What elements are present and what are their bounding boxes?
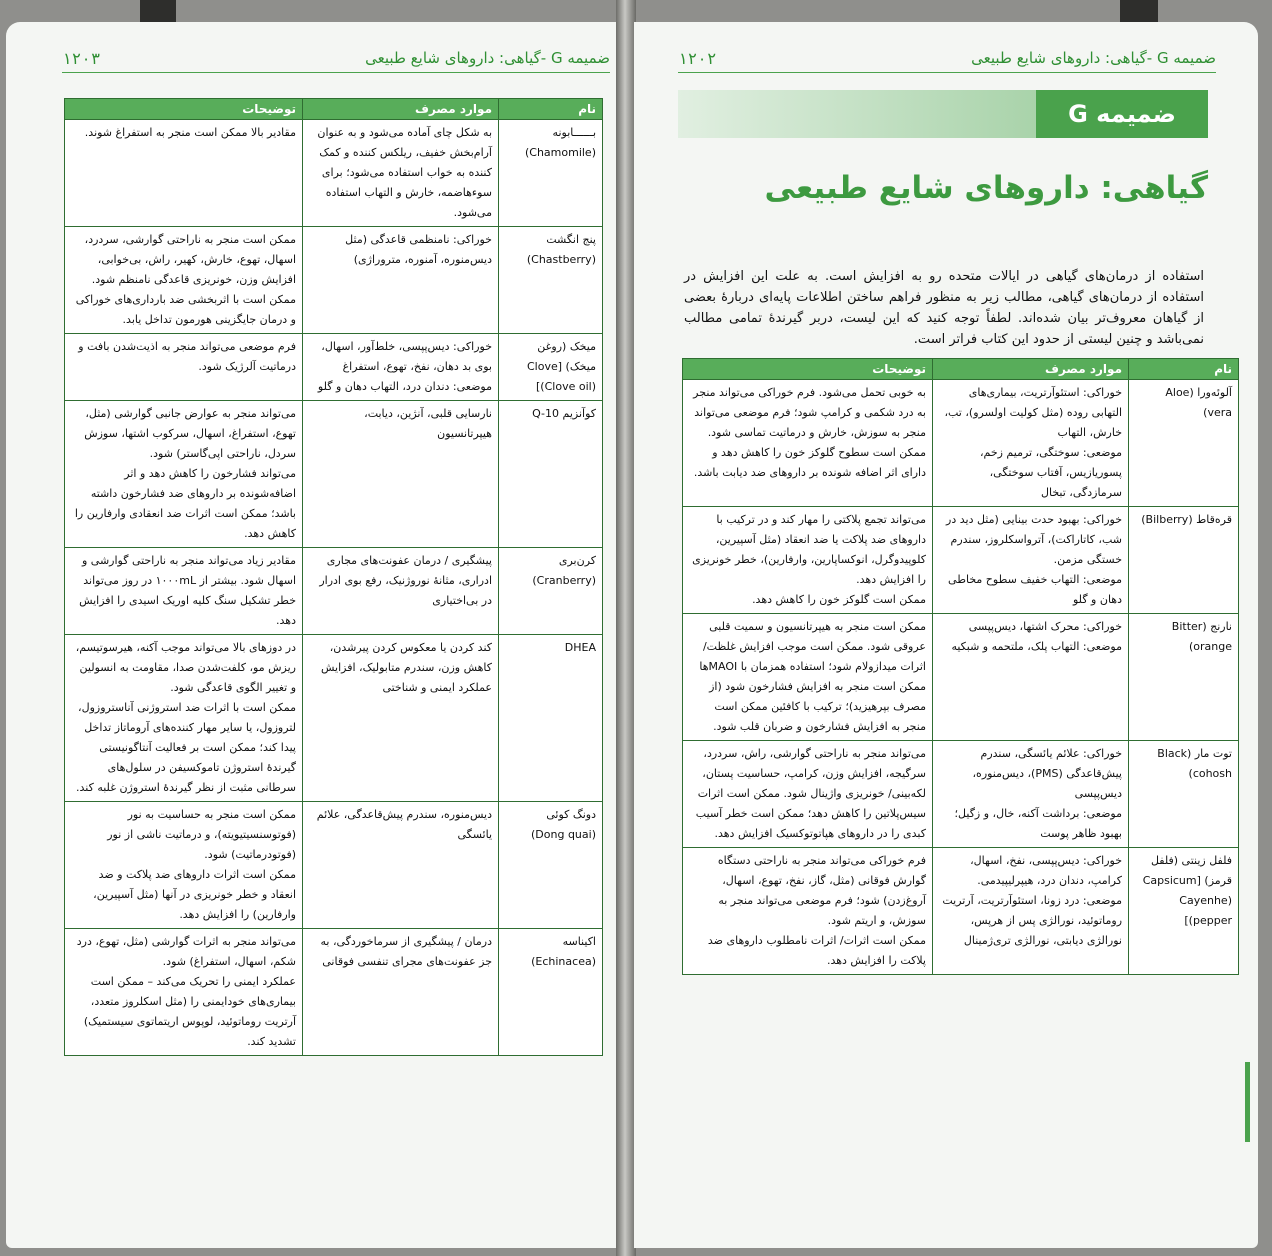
herb-notes: مقادیر زیاد می‌تواند منجر به ناراحتی گوارشی و اسهال شود. بیشتر از ۱۰۰۰mL در روز می‌تواند خطر تشکیل سنگ کلیه اوریک اسیدی را افزایش دهد. — [65, 548, 303, 635]
table-row — [683, 380, 1239, 507]
column-header-notes: توضیحات — [65, 99, 303, 120]
herb-notes: فرم موضعی می‌تواند منجر به اذیت‌شدن بافت و درماتیت آلرژیک شود. — [65, 334, 303, 401]
table-row — [65, 120, 603, 227]
herb-notes: می‌تواند منجر به ناراحتی گوارشی، راش، سردرد، سرگیجه، افزایش وزن، کرامپ، حساسیت پستان، لکه‌بینی/ خونریزی واژینال شود. ممکن است اثرات سیس‌پلاتین را کاهش دهد؛ ممکن است خطر آسیب کبدی را در داروهای هپاتوتوکسیک افزایش دهد. — [683, 741, 933, 848]
column-header-uses: موارد مصرف — [933, 359, 1129, 380]
column-header-name: نام — [499, 99, 603, 120]
herb-notes: ممکن است منجر به هیپرتانسیون و سمیت قلبی عروقی شود. ممکن است موجب افزایش غلظت/ اثرات میدازولام شود؛ استفاده همزمان با MAOIها ممکن است منجر به افزایش فشارخون شود (از مصرف بپرهیزید)؛ ترکیب با کافئین ممکن است منجر به افزایش فشارخون و ضربان قلب شود. — [683, 614, 933, 741]
page-number: ۱۲۰۳ — [62, 48, 101, 68]
herb-name: توت مار (Black cohosh) — [1129, 741, 1239, 848]
chapter-title: گیاهی: داروهای شایع طبیعی — [764, 170, 1208, 206]
herb-name: کرن‌بری (Cranberry) — [499, 548, 603, 635]
table-row — [65, 227, 603, 334]
herb-uses: خوراکی: بهبود حدت بینایی (مثل دید در شب، کاتاراکت)، آترواسکلروز، سندرم خستگی مزمن. موضعی: التهاب خفیف سطوح مخاطی دهان و گلو — [933, 507, 1129, 614]
herb-name: فلفل زینتی (فلفل قرمز) [Capsicum (Cayenhe pepper)] — [1129, 848, 1239, 975]
herb-uses: خوراکی: استئوآرتریت، بیماری‌های التهابی روده (مثل کولیت اولسرو)، تب، خارش، التهاب موضعی: سوختگی، ترمیم زخم، پسوریازیس، آفتاب سوختگی، سرمازدگی، تبخال — [933, 380, 1129, 507]
appendix-banner-bar — [678, 90, 1036, 138]
herb-name: آلوئه‌ورا (Aloe vera) — [1129, 380, 1239, 507]
book-spine — [616, 0, 636, 1256]
right-page — [634, 22, 1258, 1248]
herb-name: پنج انگشت (Chastberry) — [499, 227, 603, 334]
herb-notes: مقادیر بالا ممکن است منجر به استفراغ شوند. — [65, 120, 303, 227]
herb-name: کوآنزیم Q-10 — [499, 401, 603, 548]
herb-uses: خوراکی: نامنظمی قاعدگی (مثل دیس‌منوره، آمنوره، متروراژی) — [303, 227, 499, 334]
herb-name: قره‌قاط (Bilberry) — [1129, 507, 1239, 614]
herb-name: میخک (روغن میخک) [Clove (Clove oil)] — [499, 334, 603, 401]
herb-notes: می‌تواند تجمع پلاکتی را مهار کند و در ترکیب با داروهای ضد پلاکت یا ضد انعقاد (مثل آسپیرین، کلوپیدوگرل، انوکساپارین، وارفارین)، خطر خونریزی را افزایش دهد. ممکن است گلوکز خون را کاهش دهد. — [683, 507, 933, 614]
herb-name: نارنج (Bitter orange) — [1129, 614, 1239, 741]
herb-uses: پیشگیری / درمان عفونت‌های مجاری ادراری، مثانهٔ نوروژنیک، رفع بوی ادرار در بی‌اختیاری — [303, 548, 499, 635]
left-page — [6, 22, 618, 1248]
herb-notes: ممکن است منجر به حساسیت به نور (فوتوسنسیتیویته)، و درماتیت ناشی از نور (فوتودرماتیت) شود. ممکن است اثرات داروهای ضد پلاکت و ضد انعقاد و خطر خونریزی در آنها (مثل آسپیرین، وارفارین) را افزایش دهد. — [65, 802, 303, 929]
table-row — [65, 548, 603, 635]
table-row — [683, 614, 1239, 741]
running-header-title: ضمیمه G -گیاهی: داروهای شایع طبیعی — [971, 49, 1216, 67]
herb-notes: می‌تواند منجر به اثرات گوارشی (مثل، تهوع، درد شکم، اسهال، استفراغ) شود. عملکرد ایمنی را تحریک می‌کند – ممکن است بیماری‌های خودایمنی را (مثل اسکلروز متعدد، آرتریت روماتوئید، لوپوس اریتماتوی سیستمیک) تشدید کند. — [65, 929, 303, 1056]
herbs-table — [64, 98, 603, 1056]
herb-uses: نارسایی قلبی، آنژین، دیابت، هیپرتانسیون — [303, 401, 499, 548]
herb-notes: ممکن است منجر به ناراحتی گوارشی، سردرد، اسهال، تهوع، خارش، کهیر، راش، بی‌خوابی، افزایش وزن، خونریزی قاعدگی نامنظم شود. ممکن است با اثربخشی ضد بارداری‌های خوراکی و درمان جایگزینی هورمون تداخل یابد. — [65, 227, 303, 334]
herb-notes: فرم خوراکی می‌تواند منجر به ناراحتی دستگاه گوارش فوقانی (مثل، گاز، نفخ، تهوع، اسهال، آروغ‌زدن) شود؛ فرم موضعی می‌تواند منجر به سوزش، و اریتم شود. ممکن است اثرات/ اثرات نامطلوب داروهای ضد پلاکت را افزایش دهد. — [683, 848, 933, 975]
page-number: ۱۲۰۲ — [678, 48, 717, 68]
table-row — [65, 334, 603, 401]
table-row — [65, 929, 603, 1056]
running-header — [678, 44, 1216, 73]
herb-notes: می‌تواند منجر به عوارض جانبی گوارشی (مثل، تهوع، استفراغ، اسهال، سرکوب اشتها، سوزش سردل، ناراحتی اپی‌گاستر) شود. می‌تواند فشارخون را کاهش دهد و اثر اضافه‌شونده بر داروهای ضد فشارخون داشته باشد؛ ممکن است اثرات ضد انعقادی وارفارین را کاهش دهد. — [65, 401, 303, 548]
herb-uses: خوراکی: دیس‌پپسی، خلط‌آور، اسهال، بوی بد دهان، نفخ، تهوع، استفراغ موضعی: دندان درد، التهاب دهان و گلو — [303, 334, 499, 401]
herb-uses: خوراکی: علائم یائسگی، سندرم پیش‌قاعدگی (PMS)، دیس‌منوره، دیس‌پپسی موضعی: برداشت آکنه، خال، و زگیل؛ بهبود ظاهر پوست — [933, 741, 1129, 848]
table-header-row — [683, 359, 1239, 380]
herb-uses: درمان / پیشگیری از سرماخوردگی، به جز عفونت‌های مجرای تنفسی فوقانی — [303, 929, 499, 1056]
running-header — [62, 44, 610, 73]
table-row — [65, 802, 603, 929]
table-row — [683, 848, 1239, 975]
herb-notes: به خوبی تحمل می‌شود. فرم خوراکی می‌تواند منجر به درد شکمی و کرامپ شود؛ فرم موضعی می‌تواند منجر به سوزش، خارش و درماتیت تماسی شود. ممکن است سطوح گلوکز خون را کاهش دهد و دارای اثر اضافه شونده بر داروهای ضد دیابت باشد. — [683, 380, 933, 507]
running-header-title: ضمیمه G -گیاهی: داروهای شایع طبیعی — [365, 49, 610, 67]
intro-paragraph: استفاده از درمان‌های گیاهی در ایالات متحده رو به افزایش است. به علت این افزایش در استفاده از درمان‌های گیاهی، مطالب زیر به منظور فراهم ساختن اطلاعات پایه‌ای دربارهٔ بعضی از گیاهان معروف‌تر بیان شده‌اند. لطفاً توجه کنید که این لیست، دربر گیرندهٔ تمامی مطالب نمی‌باشد و چنین لیستی از حدود این کتاب فراتر است. — [684, 269, 1204, 347]
table-row — [65, 401, 603, 548]
herb-name: بــــــابونه (Chamomile) — [499, 120, 603, 227]
herb-uses: دیس‌منوره، سندرم پیش‌قاعدگی، علائم یائسگی — [303, 802, 499, 929]
herb-uses: به شکل چای آماده می‌شود و به عنوان آرام‌بخش خفیف، ریلکس کننده و کمک کننده به خواب استفاده می‌شود؛ برای سوءهاضمه، خارش و التهاب استفاده می‌شود. — [303, 120, 499, 227]
herb-uses: خوراکی: دیس‌پپسی، نفخ، اسهال، کرامپ، دندان درد، هیپرلیپیدمی. موضعی: درد زونا، استئوآرتریت، آرتریت روماتوئید، نورالژی پس از هرپس، نورالژی دیابتی، نورالژی تری‌ژمینال — [933, 848, 1129, 975]
table-row — [65, 635, 603, 802]
table-row — [683, 507, 1239, 614]
herb-uses: کند کردن یا معکوس کردن پیرشدن، کاهش وزن، سندرم متابولیک، افزایش عملکرد ایمنی و شناختی — [303, 635, 499, 802]
column-header-uses: موارد مصرف — [303, 99, 499, 120]
column-header-notes: توضیحات — [683, 359, 933, 380]
herb-name: دونگ کوئی (Dong quai) — [499, 802, 603, 929]
appendix-banner: ضمیمه G — [1036, 90, 1208, 138]
column-header-name: نام — [1129, 359, 1239, 380]
table-header-row — [65, 99, 603, 120]
table-row — [683, 741, 1239, 848]
herb-notes: در دوزهای بالا می‌تواند موجب آکنه، هیرسوتیسم، ریزش مو، کلفت‌شدن صدا، مقاومت به انسولین و تغییر الگوی قاعدگی شود. ممکن است با اثرات ضد استروژنی آناستروزول، لتروزول، یا سایر مهار کننده‌های آروماتاز تداخل پیدا کند؛ ممکن است بر فعالیت آنتاگونیستی گیرندهٔ استروژن تاموکسیفن در سلول‌های سرطانی مثبت از نظر گیرندهٔ استروژن غلبه کند. — [65, 635, 303, 802]
herb-name: DHEA — [499, 635, 603, 802]
herb-uses: خوراکی: محرک اشتها، دیس‌پپسی موضعی: التهاب پلک، ملتحمه و شبکیه — [933, 614, 1129, 741]
herbs-table — [682, 358, 1239, 975]
herb-name: اکیناسه (Echinacea) — [499, 929, 603, 1056]
page-edge-tab — [1245, 1062, 1250, 1142]
